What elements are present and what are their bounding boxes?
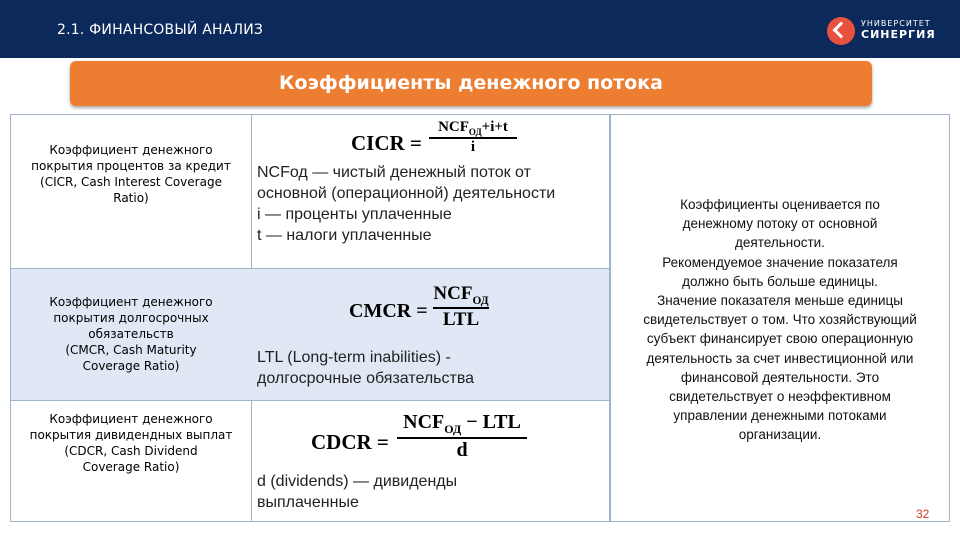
section-title: 2.1. ФИНАНСОВЫЙ АНАЛИЗ bbox=[57, 22, 264, 38]
desc-line: NCFод — чистый денежный поток от bbox=[257, 164, 531, 181]
logo-line2: СИНЕРГИЯ bbox=[861, 28, 936, 41]
formula-denominator bbox=[429, 139, 517, 156]
summary-line: свидетельствует о неэффективном bbox=[669, 389, 891, 405]
ratio-name-line: (CICR, Cash Interest Coverage bbox=[40, 175, 222, 189]
summary-line: должно быть больше единицы. bbox=[682, 273, 878, 289]
title-banner bbox=[70, 61, 872, 106]
formula-denominator bbox=[397, 439, 527, 462]
ratio-name-line: покрытия дивидендных выплат bbox=[29, 428, 233, 442]
ratio-name-line: Коэффициент денежного bbox=[49, 412, 213, 426]
table-row-cmcr bbox=[11, 268, 609, 401]
den-main: d bbox=[456, 439, 468, 461]
page-number: 32 bbox=[916, 507, 930, 521]
summary-line: организации. bbox=[738, 427, 822, 443]
formula-cdcr bbox=[311, 411, 531, 469]
ratio-name-line: (CMCR, Cash Maturity bbox=[65, 343, 197, 357]
num-rest: − LTL bbox=[461, 411, 521, 433]
desc-line: t — налоги уплаченные bbox=[257, 227, 432, 244]
ratio-name-line: Коэффициент денежного bbox=[49, 295, 213, 309]
num-sub: ОД bbox=[468, 127, 482, 137]
ratio-name-line: покрытия процентов за кредит bbox=[31, 159, 231, 173]
summary-line: денежному потоку от основной bbox=[682, 216, 878, 232]
table-row-cicr bbox=[11, 115, 609, 268]
formula-lhs: CDCR = bbox=[311, 430, 389, 454]
summary-line: деятельность за счет инвестиционной или bbox=[646, 350, 914, 366]
ratio-name-line: (CDCR, Cash Dividend bbox=[64, 444, 198, 458]
num-sub: ОД bbox=[472, 294, 489, 307]
formula-fraction bbox=[429, 119, 517, 156]
ratio-name-cdcr bbox=[11, 411, 251, 475]
summary-box bbox=[610, 114, 950, 522]
summary-line: деятельности. bbox=[735, 235, 825, 251]
ratio-name-line: обязательств bbox=[88, 327, 174, 341]
num-main: NCF bbox=[433, 283, 473, 304]
summary-line: финансовой деятельности. Это bbox=[680, 369, 880, 385]
desc-line: i — проценты уплаченные bbox=[257, 206, 452, 223]
num-rest: +i+t bbox=[481, 119, 508, 135]
summary-line: субъект финансирует свою операционную bbox=[646, 331, 914, 347]
slide-title: Коэффициенты денежного потока bbox=[279, 72, 663, 94]
logo-line1: УНИВЕРСИТЕТ bbox=[861, 19, 931, 28]
formula-fraction bbox=[397, 411, 527, 462]
desc-line: основной (операционной) деятельности bbox=[257, 185, 556, 202]
desc-line: выплаченные bbox=[257, 494, 359, 511]
ratio-name-line: Коэффициент денежного bbox=[49, 143, 213, 157]
summary-text bbox=[611, 195, 949, 445]
desc-line: LTL (Long-term inabilities) - bbox=[257, 349, 451, 366]
ratio-description-cdcr bbox=[257, 471, 457, 513]
den-main: i bbox=[470, 139, 476, 155]
num-main: NCF bbox=[403, 411, 445, 433]
ratio-description-cicr bbox=[257, 162, 555, 246]
formula-numerator bbox=[433, 283, 489, 307]
formula-lhs: CMCR = bbox=[349, 300, 428, 322]
desc-line: d (dividends) — дивиденды bbox=[257, 473, 458, 490]
formula-numerator bbox=[397, 411, 527, 437]
desc-line: долгосрочные обязательства bbox=[257, 370, 475, 387]
header-bar bbox=[0, 0, 960, 58]
ratio-name-line: покрытия долгосрочных bbox=[53, 311, 209, 325]
den-main: LTL bbox=[442, 308, 480, 330]
ratio-description-cmcr bbox=[257, 347, 474, 389]
ratio-name-line: Ratio) bbox=[113, 191, 149, 205]
ratio-name-cmcr bbox=[11, 294, 251, 374]
university-logo bbox=[827, 15, 947, 47]
summary-line: Рекомендуемое значение показателя bbox=[662, 254, 898, 270]
summary-line: Коэффициенты оценивается по bbox=[680, 197, 880, 212]
formula-denominator bbox=[433, 309, 489, 331]
summary-line: управлении денежными потоками bbox=[673, 408, 887, 424]
summary-line: свидетельствует о том. Что хозяйствующий bbox=[643, 312, 917, 328]
formula-lhs: CICR = bbox=[351, 131, 422, 155]
ratio-name-line: Coverage Ratio) bbox=[82, 460, 180, 474]
num-sub: ОД bbox=[444, 422, 462, 436]
formula-numerator bbox=[429, 119, 517, 137]
synergy-logo-icon bbox=[827, 17, 855, 45]
ratios-table bbox=[10, 114, 610, 522]
ratio-name-cicr bbox=[11, 142, 251, 206]
num-main: NCF bbox=[438, 119, 469, 135]
formula-fraction bbox=[433, 283, 489, 331]
formula-cicr bbox=[351, 119, 521, 167]
ratio-name-line: Coverage Ratio) bbox=[82, 359, 180, 373]
summary-line: Значение показателя меньше единицы bbox=[657, 293, 903, 309]
table-row-cdcr bbox=[11, 401, 609, 521]
formula-cmcr bbox=[349, 283, 499, 335]
